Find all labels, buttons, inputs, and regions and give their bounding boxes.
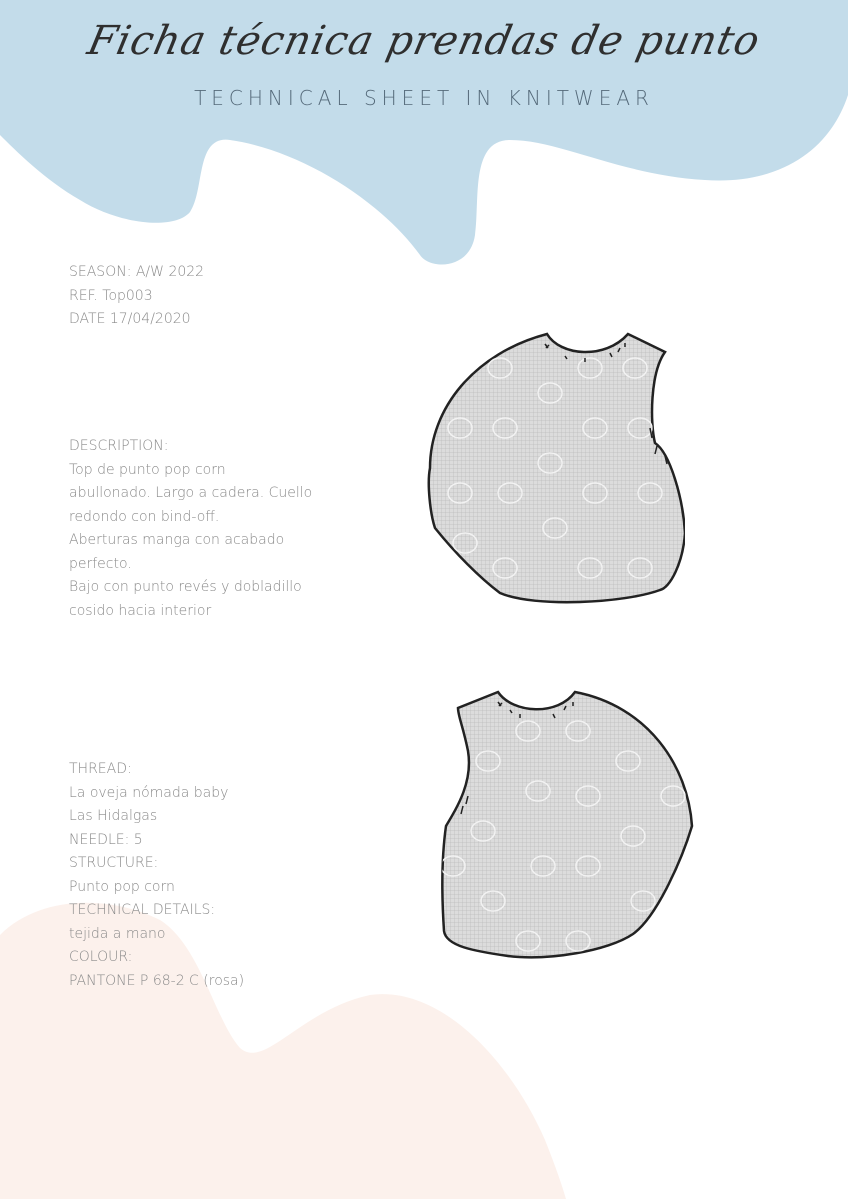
- colour-value: PANTONE P 68-2 C (rosa): [69, 972, 245, 989]
- thread-value-2: Las Hidalgas: [69, 808, 158, 824]
- thread-value-1: La oveja nómada baby: [69, 784, 229, 801]
- structure-value: Punto pop corn: [69, 878, 175, 895]
- garment-front-drawing: [425, 328, 685, 610]
- description-line: Aberturas manga con acabado: [69, 532, 285, 548]
- season-text: SEASON: A/W 2022: [69, 264, 205, 280]
- description-line: perfecto.: [69, 555, 132, 572]
- colour-label: COLOUR:: [69, 949, 133, 965]
- description-block: [69, 435, 329, 623]
- ref-text: REF. Top003: [69, 287, 153, 304]
- description-line: redondo con bind-off.: [69, 508, 220, 525]
- description-heading: DESCRIPTION:: [69, 438, 169, 454]
- garment-back-body: [442, 692, 692, 957]
- description-line: cosido hacia interior: [69, 602, 212, 619]
- script-title: Ficha técnica prendas de punto: [83, 18, 765, 64]
- description-line: abullonado. Largo a cadera. Cuello: [69, 485, 313, 501]
- description-line: Bajo con punto revés y dobladillo: [69, 579, 302, 595]
- description-line: Top de punto pop corn: [69, 461, 226, 478]
- meta-block: [69, 261, 204, 332]
- needle-text: NEEDLE: 5: [69, 831, 143, 848]
- garment-back-drawing: [438, 686, 696, 964]
- structure-label: STRUCTURE:: [69, 855, 159, 871]
- specs-block: [69, 758, 244, 993]
- thread-label: THREAD:: [69, 761, 132, 777]
- subtitle: TECHNICAL SHEET IN KNITWEAR: [194, 86, 654, 110]
- technical-label: TECHNICAL DETAILS:: [69, 902, 216, 918]
- garment-front-body: [429, 334, 685, 602]
- date-text: DATE 17/04/2020: [69, 311, 191, 327]
- technical-value: tejida a mano: [69, 925, 166, 942]
